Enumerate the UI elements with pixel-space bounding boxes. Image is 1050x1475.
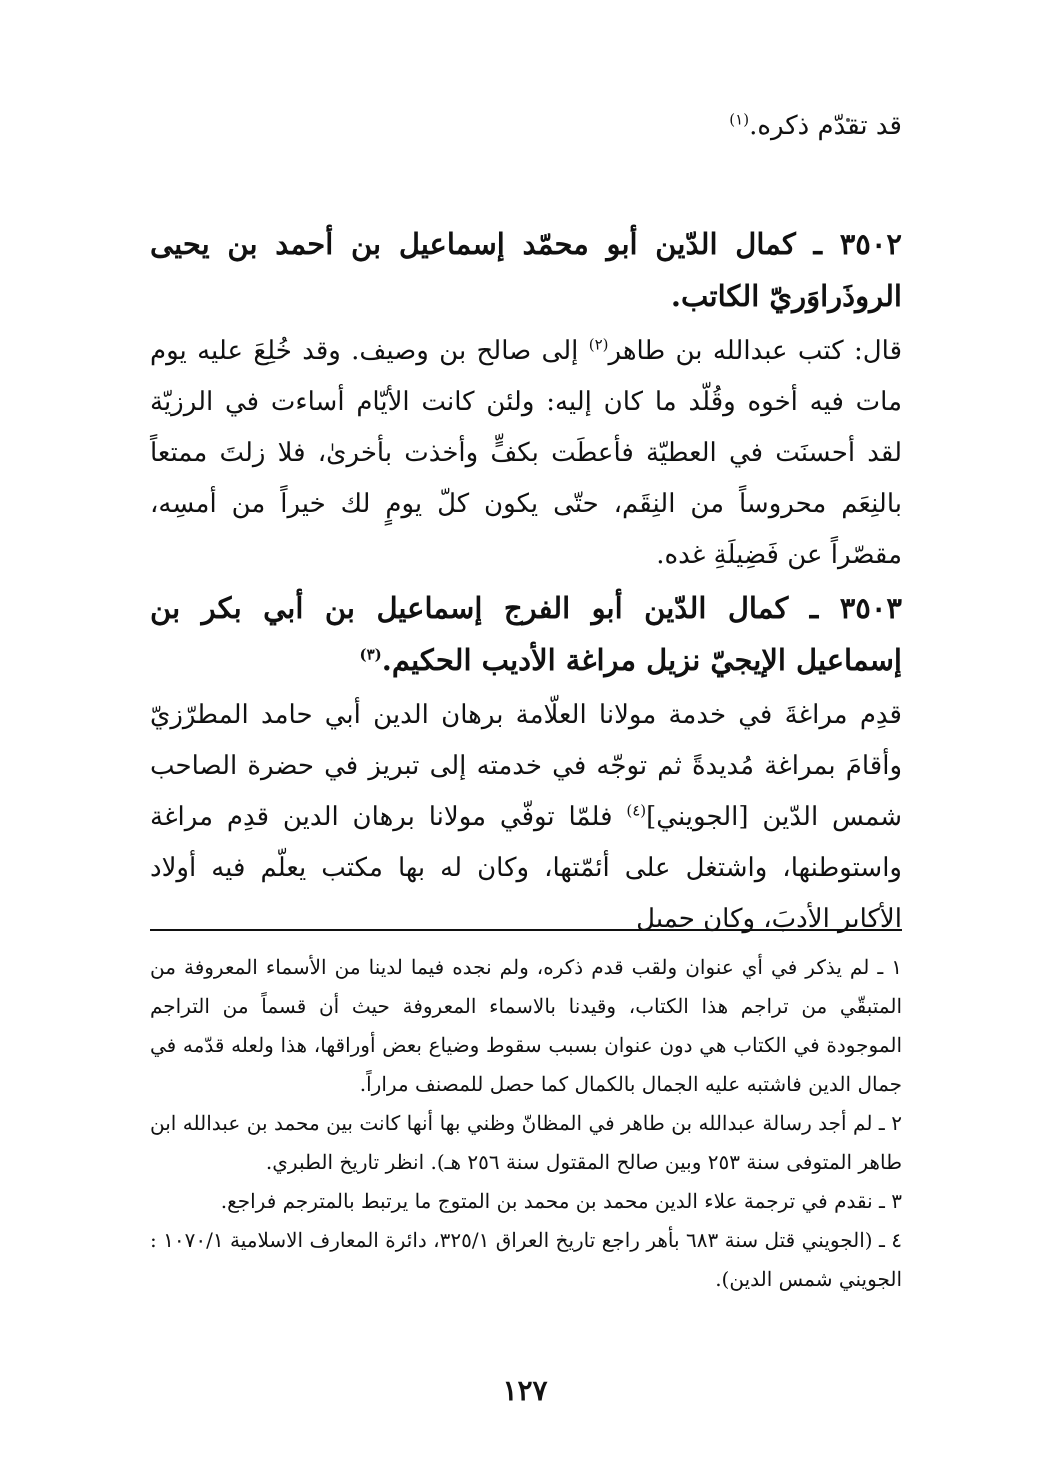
entry-body-text-end: فلمّا توفّي مولانا برهان الدين قدِم مراغة واستوطنها، واشتغل على أئمّتها، وكان له بها مكتب يعلّم فيه أولاد الأكابر الأدبَ، وكان جميل [150,802,902,934]
intro-line [150,104,902,148]
footnote-1: ١ ـ لم يذكر في أي عنوان ولقب قدم ذكره، ولم نجده فيما لدينا من الأسماء المعروفة من المتبقّي من تراجم هذا الكتاب، وقيدنا بالاسماء المعروفة حيث أن قسماً من التراجم الموجودة في الكتاب هي دون عنوان بسبب سقوط وضياع بعض أوراقها، هذا ولعله قدّمه في جمال الدين فاشتبه عليه الجمال بالكمال كما حصل للمصنف مراراً. [150,955,902,1096]
footnote-ref-3: (٣) [359,645,382,664]
entry-heading-3502 [150,218,902,322]
footnote-ref-1: (١) [729,110,750,129]
footnote-2: ٢ ـ لم أجد رسالة عبدالله بن طاهر في المظانّ وظني بها أنها كانت بين محمد بن عبدالله ابن طاهر المتوفى سنة ٢٥٣ وبين صالح المقتول سنة ٢٥٦ هـ). انظر تاريخ الطبري. [150,1111,902,1174]
entry-body-text-start: قدِم مراغةَ في خدمة مولانا العلّامة برهان الدين أبي حامد المطرّزيّ وأقامَ بمراغة مُديدةً ثم توجّه في خدمته إلى تبريز في حضرة الصاحب شمس الدّين [الجويني] [150,700,902,832]
footnote-ref-2: (٢) [588,335,609,354]
footnote-3: ٣ ـ نقدم في ترجمة علاء الدين محمد بن محمد بن المتوج ما يرتبط بالمترجم فراجع. [220,1189,902,1213]
footnote-ref-4: (٤) [626,801,647,820]
footnote-4: ٤ ـ (الجويني قتل سنة ٦٨٣ بأهر راجع تاريخ العراق ٣٢٥/١، دائرة المعارف الاسلامية ١٠٧٠/١ : الجويني شمس الدين). [150,1228,902,1291]
entry-heading-text: ٣٥٠٢ ـ كمال الدّين أبو محمّد إسماعيل بن أحمد بن يحيى الروذَراوَريّ الكاتب. [150,227,902,313]
entry-heading-3503 [150,582,902,686]
page-number: ١٢٧ [502,1374,548,1407]
footnote-separator [150,929,902,931]
footnotes [150,948,902,1299]
intro-text: قد تقدّم ذكره. [749,111,902,141]
entry-body-3502 [150,326,902,581]
entry-body-3503 [150,690,902,945]
entry-body-text-end: إلى صالح بن وصيف. وقد خُلِعَ عليه يوم مات فيه أخوه وقُلّد ما كان إليه: ولئن كانت الأيّام أساءت في الرزيّة لقد أحسنَت في العطيّة فأعطَت بكفٍّ وأخذت بأخرىٰ، فلا زلتَ ممتعاً بالنِعَم محروساً من النِقَم، حتّى يكون كلّ يومٍ لك خيراً من أمسِه، مقصّراً عن فَضِيلَةِ غده. [150,336,902,570]
entry-heading-text: ٣٥٠٣ ـ كمال الدّين أبو الفرج إسماعيل بن أبي بكر بن إسماعيل الإيجيّ نزيل مراغة الأديب الحكيم. [150,591,902,677]
entry-body-text-start: قال: كتب عبدالله بن طاهر [608,336,902,366]
